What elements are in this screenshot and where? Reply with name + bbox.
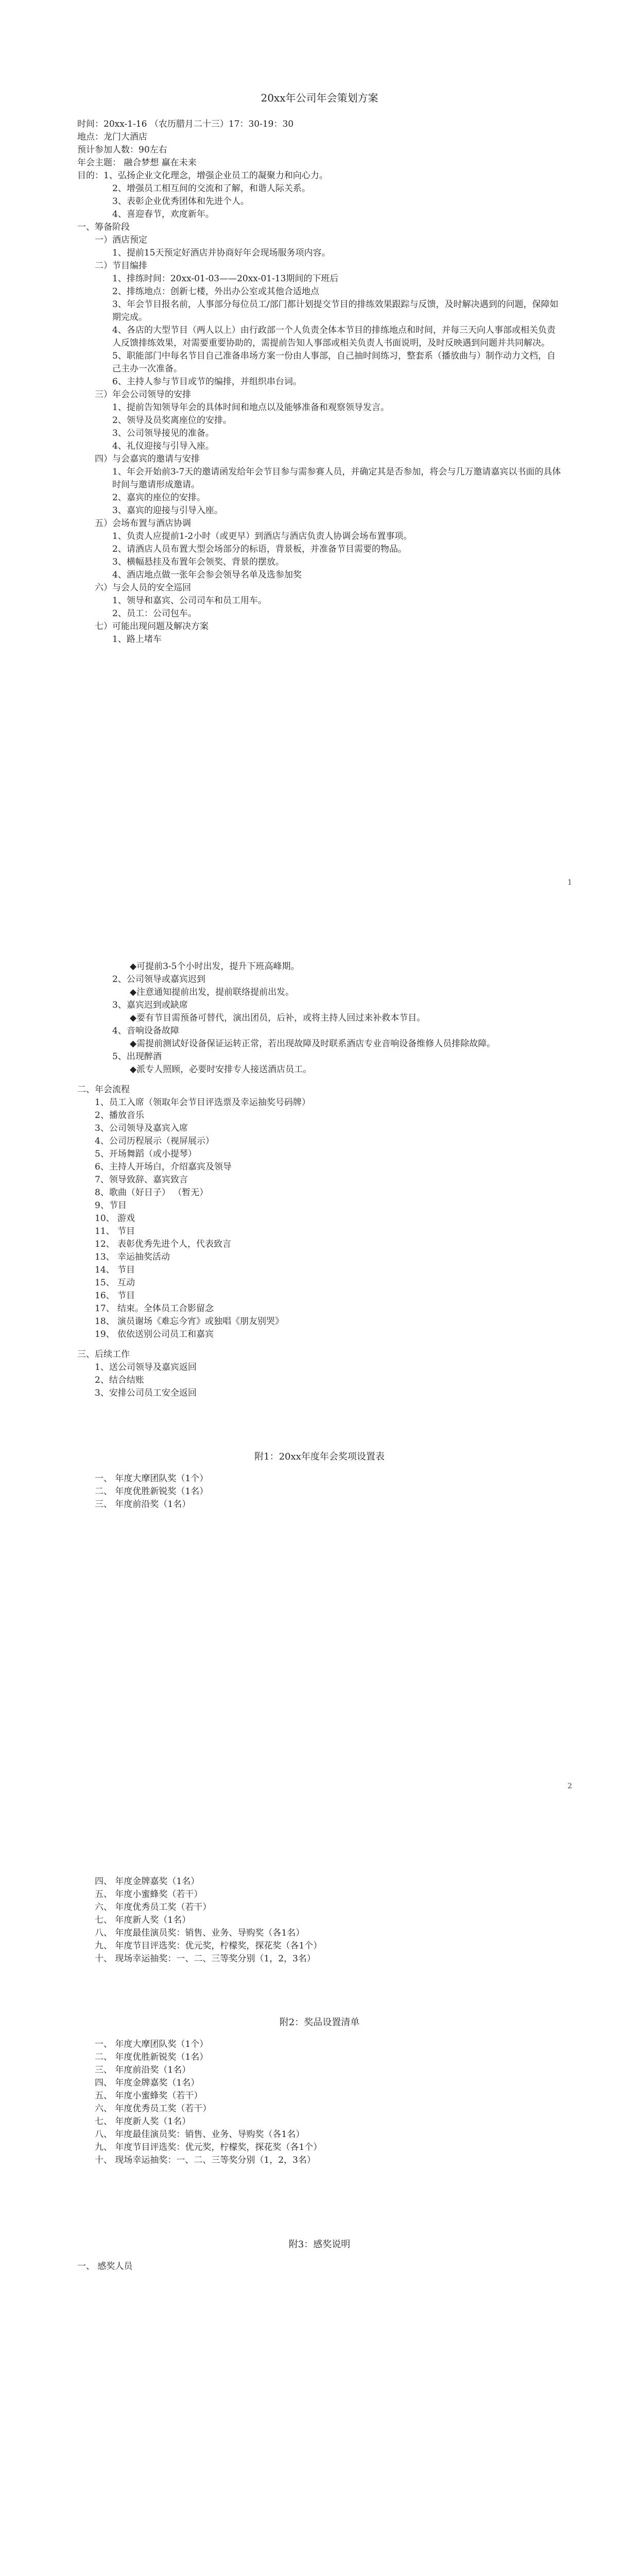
list-item: 七）可能出现问题及解决方案 (95, 621, 209, 632)
list-item: 3、横幅悬挂及布置年会领奖、背景的摆放。 (112, 557, 284, 567)
document-page-2 (0, 904, 639, 1807)
flow-step: 14、 节目 (95, 1265, 135, 1275)
list-item: ◆要有节目需预备可替代，演出团员，后补，或将主持人回过来补救本节目。 (130, 1013, 426, 1023)
list-item: 二）节目编排 (95, 261, 147, 271)
info-theme: 年会主题： 融合梦想 赢在未来 (77, 158, 197, 168)
prize-item: 九、 年度节目评选奖：优元奖，柠檬奖，探花奖（各1个） (95, 2142, 322, 2153)
flow-step: 16、 节目 (95, 1291, 135, 1301)
list-item: 2、嘉宾的座位的安排。 (112, 493, 205, 503)
list-item: ◆派专人照顾，必要时安排专人接送酒店员工。 (130, 1064, 312, 1075)
list-item: 5、出现醉酒 (112, 1052, 162, 1062)
info-location: 地点：龙门大酒店 (77, 132, 147, 142)
flow-step: 9、节目 (95, 1200, 127, 1211)
flow-step: 4、公司历程展示（视屏展示） (95, 1136, 214, 1146)
flow-step: 6、主持人开场白，介绍嘉宾及领导 (95, 1162, 232, 1172)
info-purpose-1: 目的：1、弘扬企业文化理念，增强企业员工的凝聚力和向心力。 (77, 171, 328, 181)
document-page-1 (0, 0, 639, 904)
awards-list-continued (77, 1875, 562, 1965)
list-item: 4、礼仪迎接与引导入座。 (112, 441, 214, 451)
flow-step: 2、播放音乐 (95, 1110, 144, 1121)
list-item: 1、负责人应提前1-2小时（或更早）到酒店与酒店负责人协调会场布置事项。 (112, 531, 412, 541)
list-item: 五）会场布置与酒店协调 (95, 518, 191, 529)
list-item: 2、公司领导或嘉宾迟到 (112, 974, 205, 985)
list-item: 1、领导和嘉宾、公司司车和员工用车。 (112, 596, 267, 606)
list-item: 2、结合结账 (95, 1375, 144, 1385)
document-page-3 (0, 1807, 639, 2576)
list-item: 3、安排公司员工安全返回 (95, 1388, 197, 1398)
list-item: 3、嘉宾的迎接与引导入座。 (112, 505, 223, 516)
award-item: 一、 年度大摩团队奖（1个） (95, 1473, 209, 1484)
list-item: 3、公司领导接见的准备。 (112, 428, 214, 438)
page-number: 1 (567, 878, 572, 887)
list-item: 6、主持人参与节目或节的编排，并组织串台词。 (112, 377, 302, 387)
prize-item: 三、 年度前沿奖（1名） (95, 2065, 191, 2075)
section-heading-followup: 三、后续工作 (77, 1349, 130, 1360)
list-item: 1、排练时间：20xx-01-03——20xx-01-13期间的下班后 (112, 274, 339, 284)
info-purpose-4: 4、喜迎春节，欢度新年。 (112, 209, 214, 219)
flow-step: 10、 游戏 (95, 1213, 135, 1224)
list-item: 六）与会人员的安全巡回 (95, 583, 191, 593)
problem-solutions-list (77, 960, 562, 1076)
annex1-title: 附1：20xx年度年会奖项设置表 (254, 1451, 385, 1462)
award-item: 三、 年度前沿奖（1名） (95, 1499, 191, 1510)
document-title: 20xx年公司年会策划方案 (261, 92, 378, 104)
flow-step: 8、歌曲（好日子） （暂无） (95, 1188, 209, 1198)
prize-item: 七、 年度新人奖（1名） (95, 2116, 191, 2127)
prize-item: 八、 年度最佳演员奖：销售、业务、导购奖（各1名） (95, 2129, 305, 2140)
list-item: 1、提前15天预定好酒店并协商好年会现场服务项内容。 (112, 248, 331, 258)
list-item: 1、提前告知领导年会的具体时间和地点以及能够准备和观察领导发言。 (112, 402, 389, 413)
list-item: ◆需提前测试好设备保证运转正常，若出现故障及时联系酒店专业音响设备维修人员排除故障。 (130, 1039, 496, 1049)
flow-step: 3、公司领导及嘉宾入席 (95, 1123, 188, 1133)
awards-list (77, 1472, 562, 1511)
award-item: 十、 现场幸运抽奖：一、二、三等奖分别（1，2，3名） (95, 1954, 316, 1964)
list-item: 2、排练地点：创新七楼，外出办公室或其他合适地点 (112, 286, 319, 297)
prize-item: 六、 年度优秀员工奖（若干） (95, 2104, 212, 2114)
list-item: 4、音响设备故障 (112, 1026, 179, 1036)
list-item: 1、路上堵车 (112, 634, 162, 645)
prize-item: 二、 年度优胜新锐奖（1名） (95, 2052, 209, 2062)
flow-step: 19、 依依送别公司员工和嘉宾 (95, 1329, 214, 1340)
list-item: 4、酒店地点做一张年会参会领导名单及选参加奖 (112, 570, 302, 580)
annex2-title: 附2：奖品设置清单 (279, 2017, 360, 2028)
list-item: 2、请酒店人员布置大型会场部分的标语，背景板，并准备节目需要的物品。 (112, 544, 407, 554)
list-item: 2、领导及员奖离座位的安排。 (112, 415, 232, 426)
award-item: 五、 年度小蜜蜂奖（若干） (95, 1889, 203, 1900)
award-item: 七、 年度新人奖（1名） (95, 1915, 191, 1925)
flow-step: 15、 互动 (95, 1278, 135, 1288)
prize-item: 五、 年度小蜜蜂奖（若干） (95, 2091, 203, 2101)
list-item: 1、年会开始前3-7天的邀请函发给年会节目参与需参赛人员，并确定其是否参加，将会与几万邀请嘉宾以书面的具体时间与邀请形成邀请。 (112, 467, 561, 490)
flow-step: 12、 表彰优秀先进个人，代表致言 (95, 1239, 232, 1249)
flow-step: 5、开场舞蹈（或小提琴） (95, 1149, 197, 1159)
info-time: 时间：20xx-1-16 （农历腊月二十三）17：30-19：30 (77, 119, 294, 129)
section-heading-preparation: 一、筹备阶段 (77, 222, 130, 232)
list-item: 1、送公司领导及嘉宾返回 (95, 1362, 197, 1372)
info-attendance: 预计参加人数：90左右 (77, 145, 167, 155)
list-item: 5、职能部门中每名节目自己准备串场方案一份由人事部，自己抽时间练习，整套系（播放曲与）制作动力文档，自己主办一次准备。 (112, 351, 556, 374)
annex3-title: 附3：感奖说明 (288, 2239, 351, 2250)
list-item: 一）酒店预定 (95, 235, 147, 245)
flow-step: 18、 演员谢场《难忘今宵》或独唱《朋友别哭》 (95, 1316, 284, 1327)
info-purpose-2: 2、增强员工相互间的交流和了解，和谐人际关系。 (112, 183, 310, 194)
award-item: 六、 年度优秀员工奖（若干） (95, 1902, 212, 1912)
event-flow-list (77, 1096, 562, 1341)
flow-step: 13、 幸运抽奖活动 (95, 1252, 170, 1262)
award-item: 八、 年度最佳演员奖：销售、业务、导购奖（各1名） (95, 1928, 305, 1938)
award-item: 九、 年度节目评选奖：优元奖，柠檬奖，探花奖（各1个） (95, 1941, 322, 1951)
prize-list (77, 2038, 562, 2167)
followup-list (77, 1361, 562, 1400)
event-info-block (77, 118, 562, 221)
prize-item: 十、 现场幸运抽奖：一、二、三等奖分别（1，2，3名） (95, 2155, 316, 2165)
list-item: 三）年会公司领导的安排 (95, 389, 191, 400)
list-item: 四）与会嘉宾的邀请与安排 (95, 454, 200, 464)
award-item: 二、 年度优胜新锐奖（1名） (95, 1486, 209, 1497)
annex3-item: 一、 感奖人员 (77, 2261, 133, 2272)
preparation-list (77, 234, 562, 646)
prize-item: 一、 年度大摩团队奖（1个） (95, 2039, 209, 2049)
list-item: 3、嘉宾迟到或缺席 (112, 1000, 188, 1010)
flow-step: 1、员工入席（领取年会节目评选票及幸运抽奖号码牌） (95, 1097, 310, 1108)
list-item: ◆可提前3-5个小时出发，提升下班高峰期。 (130, 961, 300, 972)
list-item: 2、员工：公司包车。 (112, 608, 197, 619)
list-item: ◆注意通知提前出发，提前联络提前出发。 (130, 987, 295, 997)
info-purpose-3: 3、表彰企业优秀团体和先进个人。 (112, 196, 249, 207)
flow-step: 11、 节目 (95, 1226, 135, 1236)
flow-step: 17、 结束。全体员工合影留念 (95, 1303, 214, 1314)
prize-item: 四、 年度金牌嘉奖（1名） (95, 2078, 200, 2088)
list-item: 4、各店的大型节目（两人以上）由行政部一个人负责全体本节目的排练地点和时间，并每三天向人事部或相关负责人反馈排练效果，对需要重要协助的，需提前告知人事部或相关负责人书面说明，及时反映遇到问题并共同解决。 (112, 325, 556, 348)
flow-step: 7、领导致辞、嘉宾致言 (95, 1175, 188, 1185)
page-number: 2 (567, 1782, 572, 1790)
award-item: 四、 年度金牌嘉奖（1名） (95, 1876, 200, 1887)
section-heading-flow: 二、年会流程 (77, 1084, 130, 1095)
list-item: 3、年会节目报名前，人事部分每位员工/部门都计划提交节目的排练效果跟踪与反馈，及时解决遇到的问题，保障如期完成。 (112, 299, 559, 323)
